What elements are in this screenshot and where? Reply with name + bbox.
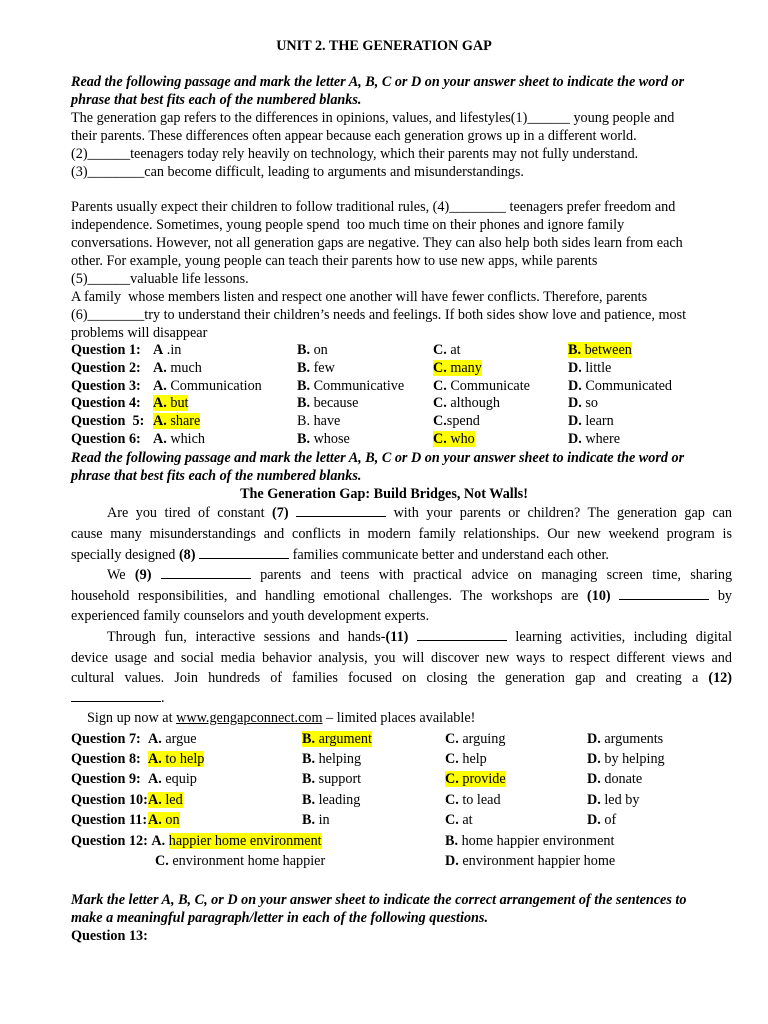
question-13-label: Question 13:: [71, 928, 148, 944]
instruction-2-line-2: phrase that best fits each of the numbered blanks.: [71, 468, 362, 484]
answer-option: C. arguing: [445, 731, 506, 747]
instruction-2-line-1: Read the following passage and mark the letter A, B, C or D on your answer sheet to indicate the word or: [71, 450, 685, 466]
passage1-line: (6)________try to understand their children’s needs and feelings. If both sides show love and patience, most: [71, 307, 687, 323]
signup-line: Sign up now at www.gengapconnect.com – limited places available!: [87, 710, 476, 726]
passage1-line: (2)______teenagers today rely heavily on technology, which their parents may not fully understand.: [71, 146, 639, 162]
blank-8: [199, 546, 289, 559]
passage1-line: The generation gap refers to the differences in opinions, values, and lifestyles(1)______ young people and: [71, 110, 675, 126]
answer-option: D. by helping: [587, 751, 665, 768]
answer-option: D. where: [568, 431, 621, 447]
answer-option: C. help: [445, 751, 487, 768]
answer-option: A. equip: [148, 771, 197, 788]
answer-option: C. at: [445, 811, 473, 828]
answer-option: A .in: [153, 342, 182, 358]
instruction-3-line-1: Mark the letter A, B, C, or D on your answer sheet to indicate the correct arrangement of the sentences to: [71, 892, 687, 908]
answer-option: [148, 811, 180, 829]
answer-highlight: A. on: [148, 811, 180, 828]
passage1-line: (3)________can become difficult, leading to arguments and misunderstandings.: [71, 164, 524, 180]
answer-highlight: A. to help: [148, 751, 205, 768]
passage2-line: .: [71, 689, 165, 707]
passage2-line: device usage and social media behavior analysis, you will discover new ways to respect different views and: [71, 650, 732, 666]
answer-option: B. leading: [302, 791, 361, 808]
passage2-line: household responsibilities, and handling emotional challenges. The workshops are (10) by: [71, 588, 733, 604]
passage2-line: experienced family counselors and youth development experts.: [71, 608, 430, 624]
passage1-line: Parents usually expect their children to follow traditional rules, (4)________ teenagers prefer freedom and: [71, 199, 676, 215]
passage1-line: conversations. However, not all generation gaps are negative. They can also help both sides learn from each: [71, 235, 683, 251]
answer-highlight: A. but: [153, 395, 189, 412]
blank-7: [296, 504, 386, 517]
answer-option: [153, 394, 188, 412]
passage2-title: The Generation Gap: Build Bridges, Not Walls!: [240, 486, 528, 502]
answer-option: [568, 341, 632, 359]
answer-option: B. support: [302, 771, 362, 788]
question-row: [0, 770, 768, 788]
answer-highlight: B. between: [568, 342, 632, 358]
answer-option: D. of: [587, 811, 617, 828]
answer-option: A. much: [153, 359, 202, 376]
blank-11: [417, 628, 507, 641]
signup-link[interactable]: www.gengapconnect.com: [176, 710, 323, 726]
passage1-line: problems will disappear: [71, 325, 208, 341]
question-row: [0, 750, 768, 768]
instruction-1-line-2: phrase that best fits each of the numbered blanks.: [71, 92, 362, 108]
question-label: Question 8:: [71, 751, 141, 768]
answer-option: [445, 770, 506, 788]
question-row: [0, 811, 768, 829]
answer-option: B. helping: [302, 751, 362, 768]
question-row: [0, 791, 768, 809]
blank-10: [619, 587, 709, 600]
answer-option: D. arguments: [587, 731, 664, 747]
answer-option: B. in: [302, 811, 330, 828]
passage2-line: Are you tired of constant (7) with your parents or children? The generation gap can: [107, 505, 733, 521]
answer-option: [148, 791, 183, 809]
question-row: C. environment home happier D. environment happier home: [155, 853, 616, 869]
passage2-line: cause many misunderstandings and conflicts in modern family relationships. Our new weekend program is: [71, 526, 732, 542]
answer-option: [148, 750, 204, 768]
answer-option: C. at: [433, 342, 461, 358]
answer-highlight: C. who: [433, 431, 475, 447]
question-row: [0, 730, 768, 748]
passage1-line: independence. Sometimes, young people spend too much time on their phones and ignore family: [71, 217, 625, 233]
answer-option: [302, 730, 372, 748]
instruction-3-line-2: make a meaningful paragraph/letter in each of the following questions.: [71, 910, 488, 926]
question-label: Question 4:: [71, 395, 141, 412]
answer-highlight: B. argument: [302, 731, 372, 747]
blank-12: [71, 689, 161, 702]
answer-highlight: A. share: [153, 413, 201, 430]
question-row: [0, 377, 768, 395]
passage2-line: Through fun, interactive sessions and hands-(11) learning activities, including digital: [107, 629, 733, 645]
answer-option: C. Communicate: [433, 377, 530, 394]
answer-highlight: C. many: [433, 359, 482, 376]
question-label: Question 6:: [71, 431, 141, 447]
question-row: [0, 341, 768, 359]
question-row: [0, 412, 768, 430]
question-label: Question 9:: [71, 771, 141, 788]
passage2-line: We (9) parents and teens with practical advice on managing screen time, sharing: [107, 567, 733, 583]
question-label: Question 11:: [71, 811, 148, 828]
blank-9: [161, 566, 251, 579]
question-label: Question 3:: [71, 377, 141, 394]
instruction-1-line-1: Read the following passage and mark the letter A, B, C or D on your answer sheet to indicate the word or: [71, 74, 685, 90]
answer-option: D. donate: [587, 771, 643, 788]
answer-option: B. few: [297, 359, 335, 376]
answer-option: C.spend: [433, 413, 480, 430]
question-label: Question 5:: [71, 413, 145, 430]
question-label: Question 2:: [71, 359, 141, 376]
answer-highlight: happier home environment: [168, 833, 322, 849]
question-row: Question 12: A. happier home environment B. home happier environment: [71, 833, 615, 849]
answer-option: A. argue: [148, 731, 197, 747]
passage1-line: (5)______valuable life lessons.: [71, 271, 249, 287]
answer-option: D. led by: [587, 791, 640, 808]
question-row: [0, 394, 768, 412]
question-row: [0, 430, 768, 448]
answer-option: [153, 412, 200, 430]
answer-option: D. little: [568, 359, 612, 376]
answer-highlight: A. led: [148, 791, 183, 808]
question-label: Question 1:: [71, 342, 141, 358]
answer-option: D. Communicated: [568, 377, 673, 394]
answer-option: B. on: [297, 342, 328, 358]
passage2-line: cultural values. Join hundreds of families focused on closing the generation gap and creating a (12): [71, 670, 732, 686]
page-title: UNIT 2. THE GENERATION GAP: [276, 38, 492, 54]
answer-option: B. Communicative: [297, 377, 405, 394]
question-row: [0, 359, 768, 377]
answer-option: B. have: [297, 413, 341, 430]
question-label: Question 10:: [71, 791, 148, 808]
answer-highlight: C. provide: [445, 771, 506, 788]
passage1-line: their parents. These differences often appear because each generation grows up in a different world.: [71, 128, 637, 144]
answer-option: C. to lead: [445, 791, 501, 808]
answer-option: B. because: [297, 395, 359, 412]
answer-option: A. Communication: [153, 377, 262, 394]
answer-option: A. which: [153, 431, 206, 447]
answer-option: B. whose: [297, 431, 350, 447]
answer-option: C. although: [433, 395, 500, 412]
answer-option: D. learn: [568, 413, 614, 430]
passage1-line: other. For example, young people can teach their parents how to use new apps, while parents: [71, 253, 598, 269]
answer-option: [433, 359, 482, 377]
passage1-line: A family whose members listen and respect one another will have fewer conflicts. Therefore, parents: [71, 289, 648, 305]
answer-option: D. so: [568, 395, 598, 412]
question-label: Question 7:: [71, 731, 141, 747]
passage2-line: specially designed (8) families communicate better and understand each other.: [71, 547, 609, 563]
answer-option: [433, 430, 475, 448]
